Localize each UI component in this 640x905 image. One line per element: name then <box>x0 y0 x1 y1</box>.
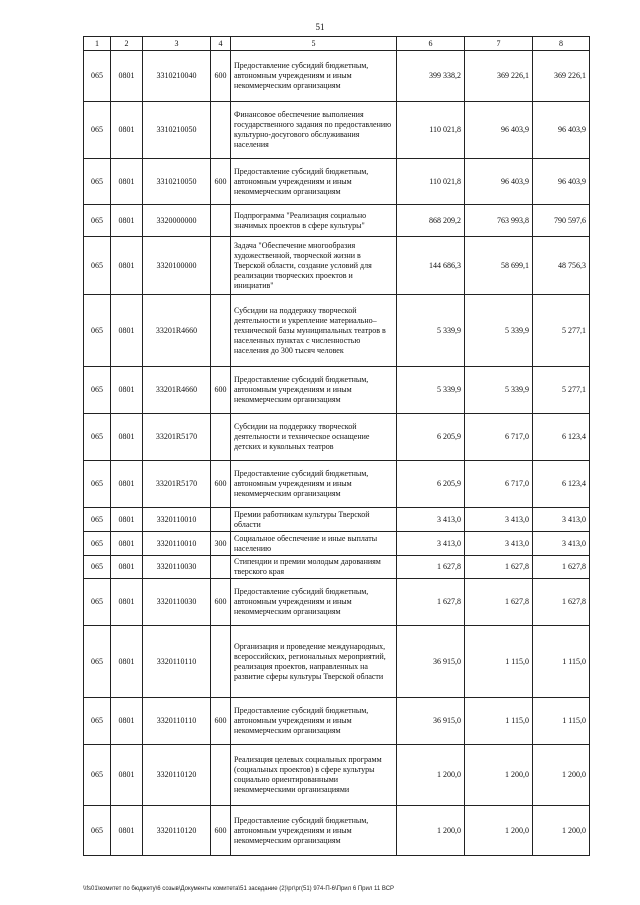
table-row <box>84 367 590 414</box>
expense-type-cell <box>211 102 231 159</box>
expense-type-cell <box>211 414 231 461</box>
target-code-cell: 3320100000 <box>143 237 211 295</box>
section-code-cell: 0801 <box>111 626 143 698</box>
amount-cell: 1 627,8 <box>533 579 590 626</box>
description-cell: Реализация целевых социальных программ (социальных проектов) в сфере культуры социально ориентированными некоммерческими организациями <box>231 745 397 806</box>
table-row <box>84 102 590 159</box>
target-code-cell: 3320110010 <box>143 532 211 556</box>
amount-cell: 1 115,0 <box>465 698 533 745</box>
amount-cell: 5 339,9 <box>397 295 465 367</box>
description-cell: Социальное обеспечение и иные выплаты населению <box>231 532 397 556</box>
amount-cell: 3 413,0 <box>465 532 533 556</box>
admin-code-cell: 065 <box>84 159 111 205</box>
section-code-cell: 0801 <box>111 295 143 367</box>
target-code-cell: 3320000000 <box>143 205 211 237</box>
amount-cell: 3 413,0 <box>465 508 533 532</box>
expense-type-cell <box>211 295 231 367</box>
expense-type-cell: 600 <box>211 698 231 745</box>
description-cell: Задача "Обеспечение многообразия художественной, творческой жизни в Тверской области, создание условий для реализации творческих проектов и инициатив" <box>231 237 397 295</box>
amount-cell: 5 339,9 <box>465 295 533 367</box>
expense-type-cell: 600 <box>211 579 231 626</box>
amount-cell: 6 717,0 <box>465 461 533 508</box>
target-code-cell: 3320110110 <box>143 626 211 698</box>
section-code-cell: 0801 <box>111 532 143 556</box>
target-code-cell: 33201R5170 <box>143 461 211 508</box>
table-row <box>84 626 590 698</box>
admin-code-cell: 065 <box>84 626 111 698</box>
amount-cell: 1 200,0 <box>397 745 465 806</box>
header-row <box>84 37 590 51</box>
target-code-cell: 33201R5170 <box>143 414 211 461</box>
amount-cell: 3 413,0 <box>397 532 465 556</box>
admin-code-cell: 065 <box>84 508 111 532</box>
section-code-cell: 0801 <box>111 367 143 414</box>
expense-type-cell: 600 <box>211 461 231 508</box>
expense-type-cell: 600 <box>211 159 231 205</box>
amount-cell: 96 403,9 <box>533 159 590 205</box>
target-code-cell: 3310210050 <box>143 159 211 205</box>
amount-cell: 1 627,8 <box>533 556 590 579</box>
section-code-cell: 0801 <box>111 579 143 626</box>
table-row <box>84 237 590 295</box>
expense-type-cell <box>211 745 231 806</box>
target-code-cell: 33201R4660 <box>143 295 211 367</box>
amount-cell: 6 123,4 <box>533 461 590 508</box>
section-code-cell: 0801 <box>111 51 143 102</box>
amount-cell: 5 277,1 <box>533 367 590 414</box>
amount-cell: 1 200,0 <box>533 745 590 806</box>
amount-cell: 36 915,0 <box>397 626 465 698</box>
amount-cell: 36 915,0 <box>397 698 465 745</box>
admin-code-cell: 065 <box>84 367 111 414</box>
expense-type-cell: 600 <box>211 51 231 102</box>
admin-code-cell: 065 <box>84 579 111 626</box>
section-code-cell: 0801 <box>111 745 143 806</box>
amount-cell: 1 627,8 <box>397 556 465 579</box>
amount-cell: 1 627,8 <box>465 556 533 579</box>
description-cell: Субсидии на поддержку творческой деятельности и укрепление материально–технической базы муниципальных театров в населенных пунктах с численностью населения до 300 тысяч человек <box>231 295 397 367</box>
target-code-cell: 3320110120 <box>143 745 211 806</box>
expense-type-cell <box>211 205 231 237</box>
expense-type-cell <box>211 556 231 579</box>
amount-cell: 3 413,0 <box>533 508 590 532</box>
description-cell: Предоставление субсидий бюджетным, автономным учреждениям и иным некоммерческим организациям <box>231 159 397 205</box>
admin-code-cell: 065 <box>84 556 111 579</box>
description-cell: Предоставление субсидий бюджетным, автономным учреждениям и иным некоммерческим организациям <box>231 367 397 414</box>
description-cell: Предоставление субсидий бюджетным, автономным учреждениям и иным некоммерческим организациям <box>231 698 397 745</box>
amount-cell: 1 200,0 <box>465 806 533 856</box>
amount-cell: 1 200,0 <box>533 806 590 856</box>
column-header: 1 <box>84 37 111 51</box>
table-row <box>84 579 590 626</box>
amount-cell: 58 699,1 <box>465 237 533 295</box>
admin-code-cell: 065 <box>84 205 111 237</box>
amount-cell: 369 226,1 <box>465 51 533 102</box>
amount-cell: 96 403,9 <box>465 159 533 205</box>
table-row <box>84 414 590 461</box>
admin-code-cell: 065 <box>84 806 111 856</box>
column-header: 5 <box>231 37 397 51</box>
table-row <box>84 51 590 102</box>
section-code-cell: 0801 <box>111 698 143 745</box>
column-header: 7 <box>465 37 533 51</box>
expense-type-cell <box>211 626 231 698</box>
amount-cell: 5 339,9 <box>397 367 465 414</box>
amount-cell: 369 226,1 <box>533 51 590 102</box>
admin-code-cell: 065 <box>84 51 111 102</box>
section-code-cell: 0801 <box>111 806 143 856</box>
description-cell: Предоставление субсидий бюджетным, автономным учреждениям и иным некоммерческим организациям <box>231 806 397 856</box>
description-cell: Премии работникам культуры Тверской области <box>231 508 397 532</box>
amount-cell: 6 123,4 <box>533 414 590 461</box>
amount-cell: 790 597,6 <box>533 205 590 237</box>
expense-type-cell: 600 <box>211 367 231 414</box>
amount-cell: 763 993,8 <box>465 205 533 237</box>
amount-cell: 1 200,0 <box>465 745 533 806</box>
section-code-cell: 0801 <box>111 508 143 532</box>
section-code-cell: 0801 <box>111 461 143 508</box>
section-code-cell: 0801 <box>111 414 143 461</box>
amount-cell: 1 115,0 <box>533 698 590 745</box>
admin-code-cell: 065 <box>84 295 111 367</box>
footer-file-path: \\fs01\комитет по бюджету\6 созыв\Документы комитета\51 заседание (2)\рг\рг(51) 974-П-6\Прил 6 Прил 11 ВСР <box>83 886 395 892</box>
table-row <box>84 698 590 745</box>
target-code-cell: 3310210040 <box>143 51 211 102</box>
admin-code-cell: 065 <box>84 698 111 745</box>
amount-cell: 6 205,9 <box>397 414 465 461</box>
description-cell: Предоставление субсидий бюджетным, автономным учреждениям и иным некоммерческим организациям <box>231 461 397 508</box>
target-code-cell: 3320110110 <box>143 698 211 745</box>
description-cell: Субсидии на поддержку творческой деятельности и техническое оснащение детских и кукольных театров <box>231 414 397 461</box>
target-code-cell: 3310210050 <box>143 102 211 159</box>
description-cell: Организация и проведение международных, всероссийских, региональных мероприятий, реализация проектов, направленных на развитие сферы культуры Тверской области <box>231 626 397 698</box>
admin-code-cell: 065 <box>84 414 111 461</box>
table-row <box>84 532 590 556</box>
target-code-cell: 3320110030 <box>143 579 211 626</box>
section-code-cell: 0801 <box>111 205 143 237</box>
section-code-cell: 0801 <box>111 237 143 295</box>
expense-type-cell: 300 <box>211 532 231 556</box>
table-row <box>84 461 590 508</box>
admin-code-cell: 065 <box>84 102 111 159</box>
table-row <box>84 745 590 806</box>
amount-cell: 1 627,8 <box>397 579 465 626</box>
section-code-cell: 0801 <box>111 556 143 579</box>
target-code-cell: 3320110010 <box>143 508 211 532</box>
table-row <box>84 159 590 205</box>
amount-cell: 3 413,0 <box>397 508 465 532</box>
expense-type-cell <box>211 237 231 295</box>
table-row <box>84 205 590 237</box>
admin-code-cell: 065 <box>84 461 111 508</box>
admin-code-cell: 065 <box>84 745 111 806</box>
target-code-cell: 3320110030 <box>143 556 211 579</box>
table-row <box>84 806 590 856</box>
column-header: 4 <box>211 37 231 51</box>
admin-code-cell: 065 <box>84 237 111 295</box>
target-code-cell: 3320110120 <box>143 806 211 856</box>
amount-cell: 868 209,2 <box>397 205 465 237</box>
amount-cell: 48 756,3 <box>533 237 590 295</box>
amount-cell: 6 205,9 <box>397 461 465 508</box>
amount-cell: 1 200,0 <box>397 806 465 856</box>
description-cell: Финансовое обеспечение выполнения государственного задания по предоставлению культурно-досугового обслуживания населения <box>231 102 397 159</box>
target-code-cell: 33201R4660 <box>143 367 211 414</box>
amount-cell: 96 403,9 <box>533 102 590 159</box>
amount-cell: 1 115,0 <box>533 626 590 698</box>
amount-cell: 110 021,8 <box>397 159 465 205</box>
table-row <box>84 295 590 367</box>
amount-cell: 5 339,9 <box>465 367 533 414</box>
column-header: 6 <box>397 37 465 51</box>
amount-cell: 6 717,0 <box>465 414 533 461</box>
amount-cell: 96 403,9 <box>465 102 533 159</box>
amount-cell: 144 686,3 <box>397 237 465 295</box>
column-header: 2 <box>111 37 143 51</box>
amount-cell: 5 277,1 <box>533 295 590 367</box>
description-cell: Подпрограмма "Реализация социально значимых проектов в сфере культуры" <box>231 205 397 237</box>
column-header: 3 <box>143 37 211 51</box>
table-row <box>84 556 590 579</box>
budget-table <box>83 36 590 856</box>
description-cell: Предоставление субсидий бюджетным, автономным учреждениям и иным некоммерческим организациям <box>231 579 397 626</box>
expense-type-cell: 600 <box>211 806 231 856</box>
section-code-cell: 0801 <box>111 159 143 205</box>
amount-cell: 1 115,0 <box>465 626 533 698</box>
amount-cell: 1 627,8 <box>465 579 533 626</box>
column-header: 8 <box>533 37 590 51</box>
page-number: 51 <box>315 22 325 32</box>
amount-cell: 3 413,0 <box>533 532 590 556</box>
description-cell: Предоставление субсидий бюджетным, автономным учреждениям и иным некоммерческим организациям <box>231 51 397 102</box>
table-row <box>84 508 590 532</box>
amount-cell: 110 021,8 <box>397 102 465 159</box>
description-cell: Стипендии и премии молодым дарованиям тверского края <box>231 556 397 579</box>
expense-type-cell <box>211 508 231 532</box>
admin-code-cell: 065 <box>84 532 111 556</box>
amount-cell: 399 338,2 <box>397 51 465 102</box>
section-code-cell: 0801 <box>111 102 143 159</box>
